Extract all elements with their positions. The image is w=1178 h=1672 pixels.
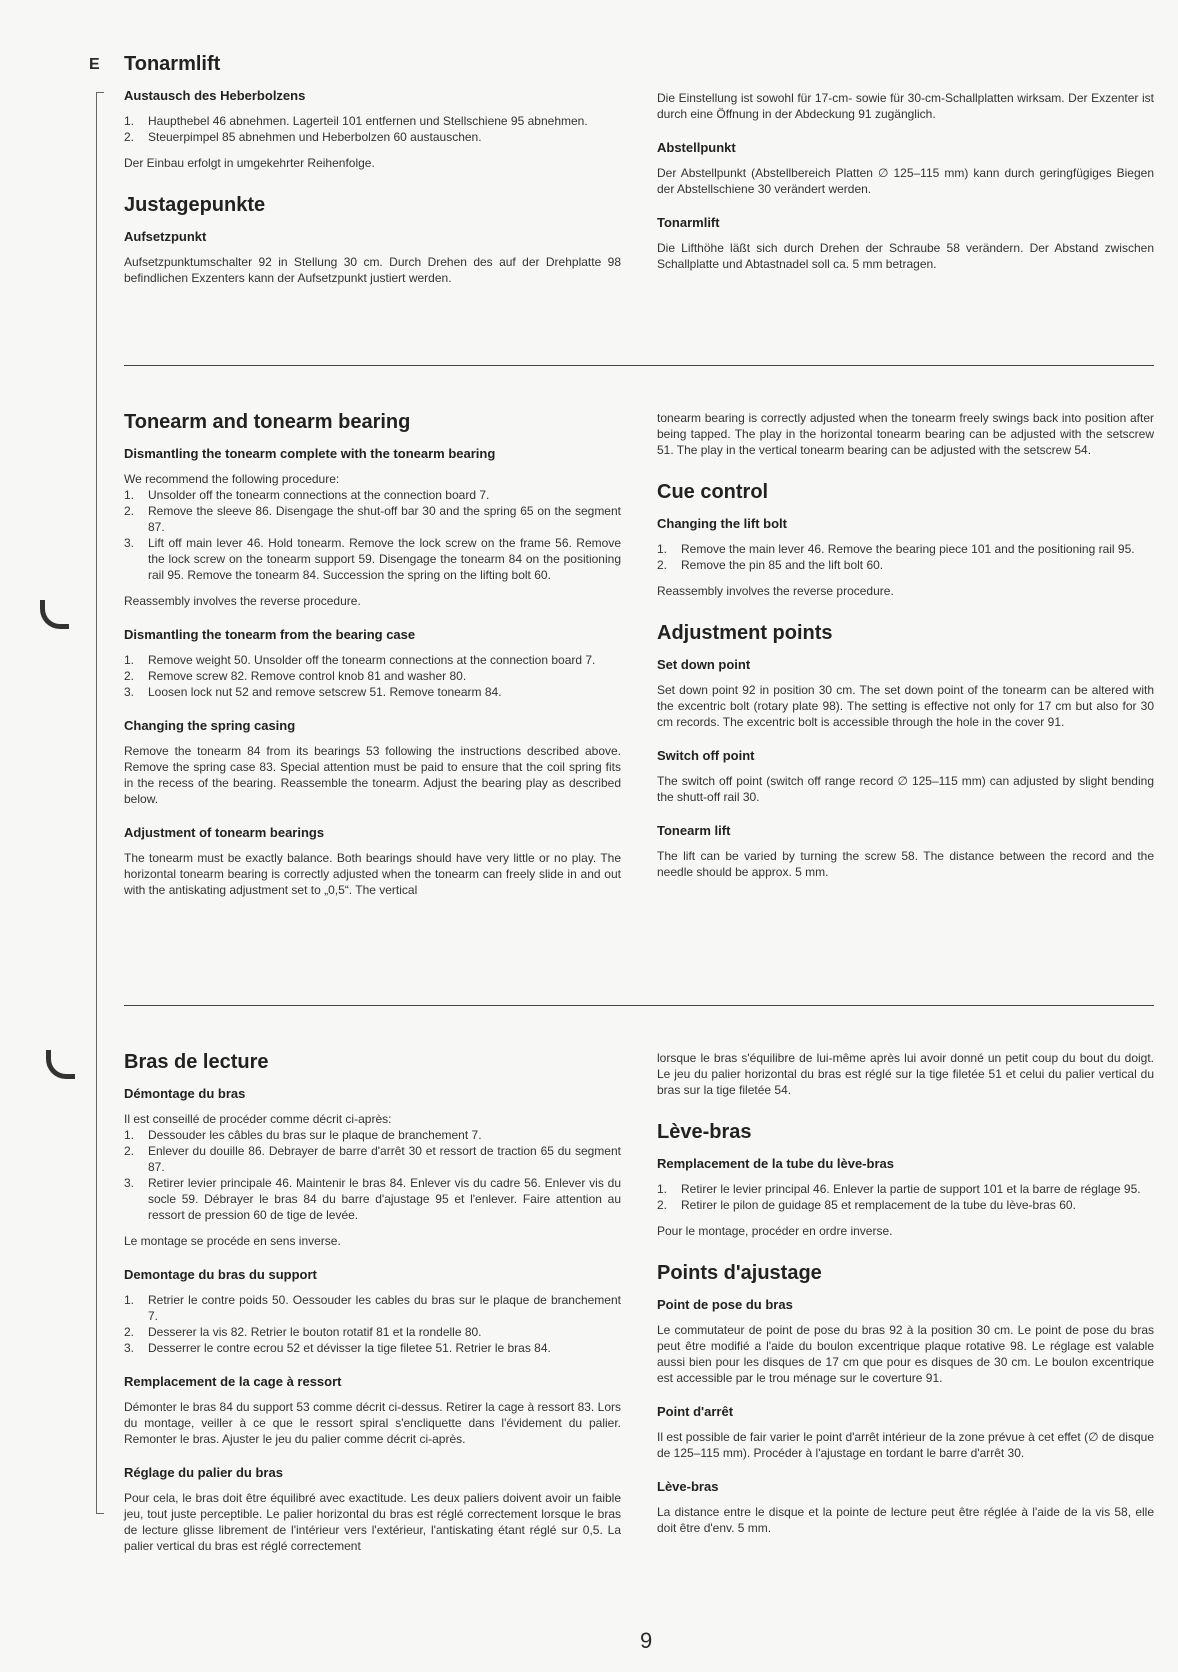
list-item xyxy=(124,1143,621,1175)
list-item-text: Retirer levier principale 46. Maintenir le bras 84. Enlever vis du cadre 56. Enlever vis du socle 59. Débrayer le bras 84 du barre d'ajustage 95 et l'enlever. Faire attention au ressort de pression 60 de tige de levée. xyxy=(148,1176,621,1222)
french-left-column xyxy=(124,1050,621,1564)
german-section xyxy=(124,52,1154,312)
paragraph: The lift can be varied by turning the screw 58. The distance between the record and the needle should be approx. 5 mm. xyxy=(657,849,1154,879)
subsection-heading: Austausch des Heberbolzens xyxy=(124,88,306,103)
section-heading: Tonearm and tonearm bearing xyxy=(124,411,411,433)
paragraph: Le montage se procéde en sens inverse. xyxy=(124,1234,341,1248)
list-item-number: 2. xyxy=(124,130,135,144)
list-item xyxy=(124,652,621,668)
german-right-column xyxy=(657,90,1154,282)
numbered-list xyxy=(124,1292,621,1356)
french-right-column xyxy=(657,1050,1154,1546)
list-item xyxy=(124,684,621,700)
list-item-number: 3. xyxy=(124,685,135,699)
english-section xyxy=(124,410,1154,960)
paragraph: Démonter le bras 84 du support 53 comme décrit ci-dessus. Retirer la cage à ressort 83. Lors du montage, veiller à ce que le ressort spiral s'encliquette dans l'évidement du palier. Remonter le bras. Ajuster le jeu du palier comme décrit ci-après. xyxy=(124,1400,621,1446)
left-margin-bracket xyxy=(96,92,104,1514)
list-item xyxy=(657,557,1154,573)
english-right-column xyxy=(657,410,1154,890)
paragraph: Remove the tonearm 84 from its bearings 53 following the instructions described above. Remove the spring case 83. Special attention must be paid to ensure that the coil spring fits in the recess of the bearing. Reassemble the tonearm. Adjust the bearing play as described below. xyxy=(124,744,621,806)
list-item xyxy=(124,113,621,129)
paragraph: The tonearm must be exactly balance. Both bearings should have very little or no play. The horizontal tonearm bearing is correctly adjusted when the tonearm can freely slide in and out with the antiskating adjustment set to „0,5“. The vertical xyxy=(124,851,621,897)
german-left-column xyxy=(124,52,621,296)
paragraph: Der Abstellpunkt (Abstellbereich Platten ∅ 125–115 mm) kann durch geringfügiges Biegen der Abstellschiene 30 verändert werden. xyxy=(657,166,1154,196)
subsection-heading: Set down point xyxy=(657,657,751,672)
numbered-list xyxy=(657,541,1154,573)
list-item-number: 2. xyxy=(124,1144,135,1158)
list-item xyxy=(124,129,621,145)
subsection-heading: Point d'arrêt xyxy=(657,1404,734,1419)
paragraph: Reassembly involves the reverse procedure. xyxy=(657,584,894,598)
list-item-text: Loosen lock nut 52 and remove setscrew 51. Remove tonearm 84. xyxy=(148,685,502,699)
list-item-text: Unsolder off the tonearm connections at the connection board 7. xyxy=(148,488,490,502)
subsection-heading: Adjustment of tonearm bearings xyxy=(124,825,325,840)
list-item-text: Enlever du douille 86. Debrayer de barre d'arrêt 30 et ressort de traction 65 du segment 87. xyxy=(148,1144,621,1174)
list-item xyxy=(657,1197,1154,1213)
numbered-list xyxy=(124,1127,621,1223)
paragraph: tonearm bearing is correctly adjusted when the tonearm freely swings back into position after being tapped. The play in the horizontal tonearm bearing can be adjusted with the setscrew 51. The play in the vertical tonearm bearing can be adjusted with the setscrew 54. xyxy=(657,411,1154,457)
list-item-text: Desserrer le contre ecrou 52 et dévisser la tige filetee 51. Retrier le bras 84. xyxy=(148,1341,551,1355)
section-heading: Cue control xyxy=(657,481,769,503)
english-left-column xyxy=(124,410,621,908)
subsection-heading: Aufsetzpunkt xyxy=(124,229,207,244)
list-item-text: Retirer le levier principal 46. Enlever la partie de support 101 et la barre de réglage 95. xyxy=(681,1182,1141,1196)
list-item-number: 1. xyxy=(124,488,135,502)
subsection-heading: Réglage du palier du bras xyxy=(124,1465,283,1480)
subsection-heading: Tonearm lift xyxy=(657,823,731,838)
list-item xyxy=(124,1324,621,1340)
list-item-text: Retrier le contre poids 50. Oessouder les cables du bras sur le plaque de branchement 7. xyxy=(148,1293,621,1323)
subsection-heading: Abstellpunkt xyxy=(657,140,736,155)
section-heading: Tonarmlift xyxy=(124,53,221,75)
french-section xyxy=(124,1050,1154,1610)
list-item xyxy=(124,487,621,503)
page-number: 9 xyxy=(640,1628,653,1653)
list-item xyxy=(124,535,621,583)
list-item-number: 1. xyxy=(657,1182,668,1196)
paragraph: Set down point 92 in position 30 cm. The set down point of the tonearm can be altered with the excentric bolt (rotary plate 98). The setting is effective not only for 17 cm but also for 30 cm records. The excentric bolt is accessible through the hole in the cover 91. xyxy=(657,683,1154,729)
list-item-number: 1. xyxy=(124,653,135,667)
subsection-heading: Tonarmlift xyxy=(657,215,720,230)
list-item xyxy=(124,668,621,684)
list-item-number: 2. xyxy=(124,504,135,518)
list-item-text: Remove screw 82. Remove control knob 81 and washer 80. xyxy=(148,669,467,683)
list-item-number: 1. xyxy=(124,1128,135,1142)
paragraph: Le commutateur de point de pose du bras 92 à la position 30 cm. Le point de pose du bras peut être modifié a l'aide du boulon excentrique plaque rotative 98. Le réglage est valable aussi bien pour les disques de 17 cm que pour es disques de 30 cm. Le boulon excentrique est accessible par le trou ménage sur le coverture 91. xyxy=(657,1323,1154,1385)
list-item-text: Retirer le pilon de guidage 85 et remplacement de la tube du lève-bras 60. xyxy=(681,1198,1076,1212)
paragraph: Die Einstellung ist sowohl für 17-cm- sowie für 30-cm-Schallplatten wirksam. Der Exzenter ist durch eine Öffnung in der Abdeckung 91 zugänglich. xyxy=(657,91,1154,121)
numbered-list xyxy=(124,113,621,145)
subsection-heading: Remplacement de la tube du lève-bras xyxy=(657,1156,894,1171)
list-item xyxy=(124,1292,621,1324)
margin-hook-mark xyxy=(40,600,69,629)
list-item-number: 3. xyxy=(124,536,135,550)
list-item-number: 1. xyxy=(124,1293,135,1307)
paragraph: Reassembly involves the reverse procedure. xyxy=(124,594,361,608)
list-item-text: Remove the sleeve 86. Disengage the shut-off bar 30 and the spring 65 on the segment 87. xyxy=(148,504,621,534)
list-item-number: 1. xyxy=(657,542,668,556)
list-item-number: 1. xyxy=(124,114,135,128)
subsection-heading: Point de pose du bras xyxy=(657,1297,793,1312)
list-item-number: 2. xyxy=(124,669,135,683)
subsection-heading: Remplacement de la cage à ressort xyxy=(124,1374,342,1389)
list-item xyxy=(124,1175,621,1223)
subsection-heading: Demontage du bras du support xyxy=(124,1267,317,1282)
list-item xyxy=(124,1340,621,1356)
list-item-text: Remove weight 50. Unsolder off the tonearm connections at the connection board 7. xyxy=(148,653,596,667)
paragraph: Pour le montage, procéder en ordre inverse. xyxy=(657,1224,893,1238)
paragraph: The switch off point (switch off range record ∅ 125–115 mm) can adjusted by slight bending the shutt-off rail 30. xyxy=(657,774,1154,804)
numbered-list xyxy=(657,1181,1154,1213)
list-item xyxy=(657,1181,1154,1197)
section-heading: Justagepunkte xyxy=(124,194,266,216)
paragraph: lorsque le bras s'équilibre de lui-même après lui avoir donné un petit coup du bout du doigt. Le jeu du palier horizontal du bras est réglé sur la tige filetée 51 et celui du palier vertical du bras sur la tige filetée 54. xyxy=(657,1051,1154,1097)
list-item-number: 2. xyxy=(657,558,668,572)
subsection-heading: Switch off point xyxy=(657,748,755,763)
section-divider xyxy=(124,365,1154,366)
list-item-text: Remove the main lever 46. Remove the bearing piece 101 and the positioning rail 95. xyxy=(681,542,1135,556)
page-marker: E xyxy=(89,56,100,73)
paragraph: Die Lifthöhe läßt sich durch Drehen der Schraube 58 verändern. Der Abstand zwischen Schallplatte und Abtastnadel soll ca. 5 mm betragen. xyxy=(657,241,1154,271)
section-heading: Adjustment points xyxy=(657,622,833,644)
list-item xyxy=(124,1127,621,1143)
subsection-heading: Lève-bras xyxy=(657,1479,719,1494)
section-heading: Lève-bras xyxy=(657,1121,752,1143)
list-item-text: Haupthebel 46 abnehmen. Lagerteil 101 entfernen und Stellschiene 95 abnehmen. xyxy=(148,114,588,128)
list-item-number: 3. xyxy=(124,1176,135,1190)
list-item-text: Lift off main lever 46. Hold tonearm. Remove the lock screw on the frame 56. Remove the lock screw on the tonearm support 59. Disengage the tonearm 84 on the positioning rail 95. Remove the tonearm 84. Succession the spring on the lifting bolt 60. xyxy=(148,536,621,582)
list-item-text: Dessouder les câbles du bras sur le plaque de branchement 7. xyxy=(148,1128,482,1142)
list-item xyxy=(657,541,1154,557)
margin-hook-mark xyxy=(46,1050,75,1079)
numbered-list xyxy=(124,487,621,583)
list-item xyxy=(124,503,621,535)
list-item-text: Steuerpimpel 85 abnehmen und Heberbolzen 60 austauschen. xyxy=(148,130,482,144)
subsection-heading: Changing the spring casing xyxy=(124,718,296,733)
numbered-list xyxy=(124,652,621,700)
paragraph: Aufsetzpunktumschalter 92 in Stellung 30 cm. Durch Drehen des auf der Drehplatte 98 befindlichen Exzenters kann der Aufsetzpunkt justiert werden. xyxy=(124,255,621,285)
paragraph: Il est conseillé de procéder comme décrit ci-après: xyxy=(124,1112,392,1126)
subsection-heading: Dismantling the tonearm complete with the tonearm bearing xyxy=(124,446,496,461)
paragraph: We recommend the following procedure: xyxy=(124,472,340,486)
list-item-number: 2. xyxy=(124,1325,135,1339)
list-item-number: 2. xyxy=(657,1198,668,1212)
paragraph: Pour cela, le bras doit être équilibré avec exactitude. Les deux paliers doivent avoir un faible jeu, tout juste perceptible. Le palier horizontal du bras est réglé correctement lorsque le bras de lecture glisse librement de l'intérieur vers l'extérieur, l'antiskating étant réglé sur 0,5. La palier vertical du bras est réglé correctement xyxy=(124,1491,621,1553)
section-heading: Bras de lecture xyxy=(124,1051,269,1073)
section-heading: Points d'ajustage xyxy=(657,1262,822,1284)
list-item-text: Remove the pin 85 and the lift bolt 60. xyxy=(681,558,884,572)
paragraph: Il est possible de fair varier le point d'arrêt intérieur de la zone prévue à cet effet (∅ de disque de 125–115 mm). Procéder à l'ajustage en tordant le barre d'arrêt 30. xyxy=(657,1430,1154,1460)
subsection-heading: Dismantling the tonearm from the bearing case xyxy=(124,627,416,642)
paragraph: La distance entre le disque et la pointe de lecture peut être réglée à l'aide de la vis 58, elle doit être d'env. 5 mm. xyxy=(657,1505,1154,1535)
subsection-heading: Démontage du bras xyxy=(124,1086,246,1101)
list-item-text: Desserer la vis 82. Retrier le bouton rotatif 81 et la rondelle 80. xyxy=(148,1325,482,1339)
list-item-number: 3. xyxy=(124,1341,135,1355)
subsection-heading: Changing the lift bolt xyxy=(657,516,787,531)
section-divider xyxy=(124,1005,1154,1006)
paragraph: Der Einbau erfolgt in umgekehrter Reihenfolge. xyxy=(124,156,375,170)
